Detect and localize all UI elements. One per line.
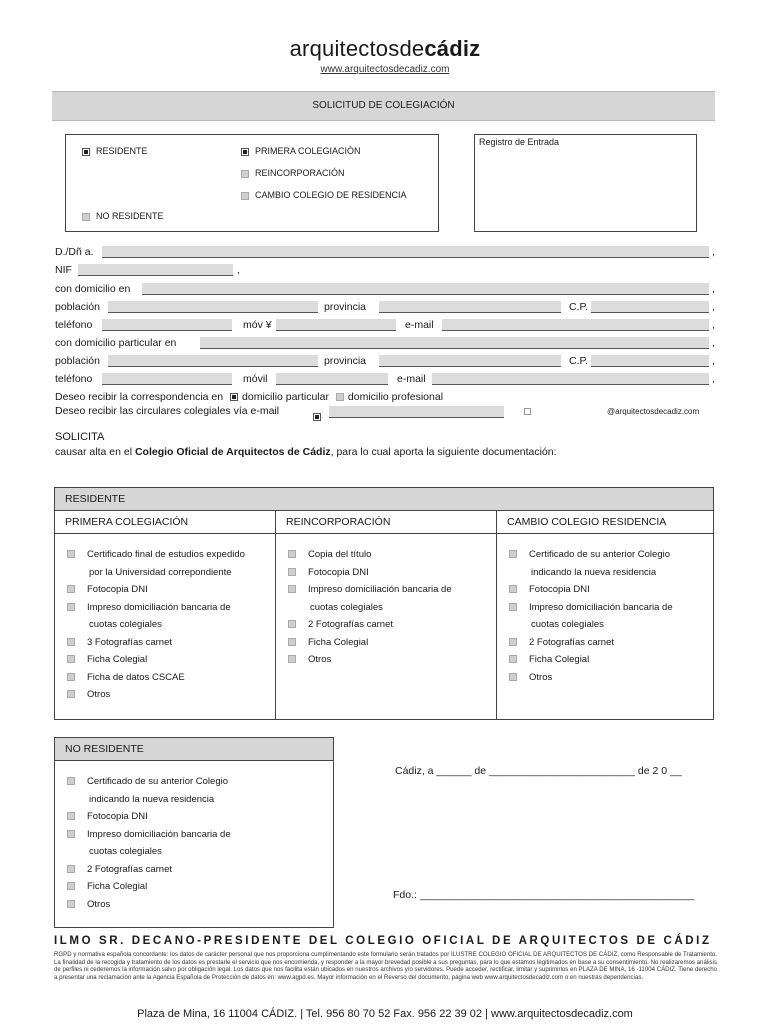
list-item[interactable]: [288, 634, 486, 652]
nif-field[interactable]: [78, 264, 233, 276]
list-item-label: cuotas colegiales: [310, 601, 383, 613]
column-header: CAMBIO COLEGIO RESIDENCIA: [497, 511, 714, 534]
cp-label: C.P.: [569, 301, 589, 313]
list-item-label: Certificado de su anterior Colegio: [529, 549, 670, 560]
list-item[interactable]: [509, 599, 703, 617]
checkbox-icon[interactable]: [288, 638, 296, 646]
checkbox-icon[interactable]: [509, 673, 517, 681]
option-label: RESIDENTE: [96, 146, 148, 156]
column-header: REINCORPORACIÓN: [276, 511, 497, 534]
solicita-bold: Colegio Oficial de Arquitectos de Cádiz: [134, 446, 331, 458]
list-item: [67, 564, 265, 582]
checkbox-icon[interactable]: [288, 550, 296, 558]
list-item[interactable]: [67, 808, 323, 826]
solicita-heading: SOLICITA: [55, 431, 105, 443]
reincorporacion-list: [276, 534, 497, 720]
footer-contact: Plaza de Mina, 16 11004 CÁDIZ. | Tel. 956 80 70 52 Fax. 956 22 39 02 | www.arquitectosdecadiz.com: [137, 1008, 633, 1020]
email-field-2[interactable]: [432, 373, 709, 385]
checkbox-icon[interactable]: [288, 585, 296, 593]
checkbox-icon[interactable]: [509, 585, 517, 593]
list-item[interactable]: [67, 896, 323, 914]
list-item[interactable]: [67, 634, 265, 652]
cp-label-2: C.P.: [569, 355, 589, 367]
list-item-label: indicando la nueva residencia: [89, 793, 215, 805]
list-item[interactable]: [67, 599, 265, 617]
list-item[interactable]: [67, 581, 265, 599]
primera-colegiacion-list: [55, 534, 276, 720]
comma: ,: [712, 319, 715, 331]
logo-prefix: arquitectos: [289, 36, 400, 61]
list-item[interactable]: [67, 669, 265, 687]
option-reincorporacion[interactable]: [241, 168, 345, 178]
poblacion-field-2[interactable]: [108, 355, 318, 367]
domicilio-particular-label: con domicilio particular en: [55, 337, 177, 349]
email-field[interactable]: [442, 319, 709, 331]
checkbox-icon[interactable]: [524, 408, 531, 415]
domicilio-field[interactable]: [142, 283, 709, 295]
dom-profesional-label: domicilio profesional: [347, 391, 444, 403]
no-residente-list: [55, 761, 334, 928]
list-item-label: Otros: [308, 654, 332, 665]
logo: [0, 36, 770, 62]
dona-label: D./Dñ a.: [55, 246, 94, 258]
option-label: CAMBIO COLEGIO DE RESIDENCIA: [255, 190, 407, 200]
checkbox-icon[interactable]: [67, 865, 75, 873]
list-item-label: Otros: [87, 898, 111, 910]
domicilio-label: con domicilio en: [55, 283, 131, 295]
list-item-label: 2 Fotografías carnet: [308, 619, 394, 630]
movil-label-2: móvil: [243, 373, 268, 385]
checkbox-icon[interactable]: [288, 655, 296, 663]
list-item-label: Fotocopia DNI: [87, 584, 148, 595]
list-item: [509, 564, 703, 582]
circulares-label: Deseo recibir las circulares colegiales vía e-mail: [55, 405, 280, 417]
list-item-label: 3 Fotografías carnet: [87, 636, 173, 648]
comma: ,: [237, 264, 240, 276]
page-title: SOLICITUD DE COLEGIACIÓN: [52, 91, 715, 121]
list-item[interactable]: [67, 861, 323, 879]
correspondencia-row: [55, 391, 443, 403]
nif-label: NIF: [55, 264, 72, 276]
list-item-label: Copia del título: [308, 549, 372, 560]
solicita-text: [55, 446, 557, 458]
list-item[interactable]: [67, 546, 265, 564]
provincia-label: provincia: [324, 301, 367, 313]
checkbox-icon[interactable]: [241, 192, 249, 200]
telefono-field[interactable]: [102, 319, 232, 331]
registro-label: Registro de Entrada: [479, 137, 560, 147]
comma: ,: [712, 246, 715, 258]
column-header: PRIMERA COLEGIACIÓN: [55, 511, 276, 534]
comma: ,: [712, 283, 715, 295]
list-item[interactable]: [288, 651, 486, 669]
poblacion-label-2: población: [55, 355, 100, 367]
list-item[interactable]: [509, 669, 703, 687]
option-residente[interactable]: [82, 146, 148, 156]
list-item-label: Impreso domiciliación bancaria de: [308, 584, 452, 595]
checkbox-icon[interactable]: [67, 638, 75, 646]
provincia-field-2[interactable]: [379, 355, 561, 367]
correspondencia-label: Deseo recibir la correspondencia en: [55, 391, 224, 403]
residente-title: RESIDENTE: [55, 488, 714, 511]
list-item[interactable]: [509, 651, 703, 669]
list-item[interactable]: [509, 581, 703, 599]
list-item-label: Certificado de su anterior Colegio: [87, 776, 228, 787]
checkbox-icon[interactable]: [288, 620, 296, 628]
list-item[interactable]: [67, 773, 323, 791]
residente-table: [54, 487, 714, 720]
telefono-label-2: teléfono: [55, 373, 93, 385]
list-item[interactable]: [67, 826, 323, 844]
checkbox-icon[interactable]: [67, 830, 75, 838]
checkbox-icon[interactable]: [67, 882, 75, 890]
list-item-label: Impreso domiciliación bancaria de: [529, 601, 673, 613]
checkbox-icon[interactable]: [67, 655, 75, 663]
dona-field[interactable]: [102, 246, 709, 258]
list-item-label: cuotas colegiales: [531, 619, 604, 630]
list-item[interactable]: [509, 634, 703, 652]
cp-field[interactable]: [591, 301, 709, 313]
comma: ,: [712, 373, 715, 385]
list-item-label: indicando la nueva residencia: [531, 566, 657, 578]
option-label: REINCORPORACIÓN: [255, 168, 345, 178]
list-item-label: cuotas colegiales: [89, 619, 162, 630]
telefono-label: teléfono: [55, 319, 93, 331]
logo-de: de: [399, 36, 425, 61]
list-item: [67, 616, 265, 634]
list-item-label: Otros: [529, 671, 553, 683]
checkbox-icon[interactable]: [67, 585, 75, 593]
solicita-pre: causar alta en el: [55, 446, 135, 458]
list-item-label: Ficha Colegial: [308, 636, 369, 648]
website-link[interactable]: www.arquitectosdecadiz.com: [320, 64, 450, 75]
checkbox-icon[interactable]: [241, 170, 249, 178]
signature-line[interactable]: Fdo.: _______________________________________________: [393, 889, 695, 901]
list-item-label: Certificado final de estudios expedido: [87, 549, 245, 560]
movil-label: móv ¥: [243, 319, 272, 331]
list-item[interactable]: [288, 581, 486, 599]
list-item: [67, 791, 323, 809]
list-item-label: por la Universidad correpondiente: [89, 566, 232, 578]
dom-particular-label: domicilio particular: [242, 391, 329, 403]
cp-field-2[interactable]: [591, 355, 709, 367]
list-item[interactable]: [67, 878, 323, 896]
provincia-field[interactable]: [379, 301, 561, 313]
checkbox-icon[interactable]: [509, 638, 517, 646]
list-item[interactable]: [509, 546, 703, 564]
option-label: PRIMERA COLEGIACIÓN: [255, 146, 361, 156]
checkbox-icon[interactable]: [509, 603, 517, 611]
list-item[interactable]: [67, 651, 265, 669]
checkbox-icon[interactable]: [509, 655, 517, 663]
list-item: [509, 616, 703, 634]
checkbox-icon[interactable]: [509, 550, 517, 558]
email-label: e-mail: [405, 319, 434, 331]
email-label-2: e-mail: [397, 373, 426, 385]
comma: ,: [712, 301, 715, 313]
logo-bold: cádiz: [424, 36, 481, 61]
poblacion-label: población: [55, 301, 100, 313]
checkbox-icon[interactable]: [336, 393, 344, 401]
addressee: ILMO SR. DECANO-PRESIDENTE DEL COLEGIO OFICIAL DE ARQUITECTOS DE CÁDIZ: [54, 935, 712, 947]
list-item-label: Impreso domiciliación bancaria de: [87, 828, 231, 840]
checkbox-icon[interactable]: [82, 148, 90, 156]
checkbox-icon[interactable]: [67, 603, 75, 611]
list-item-label: Ficha de datos CSCAE: [87, 671, 185, 683]
checkbox-icon[interactable]: [67, 777, 75, 785]
checkbox-icon[interactable]: [313, 413, 321, 421]
comma: ,: [712, 337, 715, 349]
checkbox-icon[interactable]: [230, 393, 238, 401]
poblacion-field[interactable]: [108, 301, 318, 313]
list-item-label: Ficha Colegial: [87, 881, 148, 892]
list-item: [288, 599, 486, 617]
option-cambio-colegio[interactable]: [241, 190, 407, 200]
registro-entrada-box: [474, 134, 697, 232]
list-item[interactable]: [67, 686, 265, 704]
option-primera-colegiacion[interactable]: [241, 146, 361, 156]
checkbox-icon[interactable]: [67, 550, 75, 558]
domicilio-particular-field[interactable]: [200, 337, 709, 349]
cambio-colegio-list: [497, 534, 714, 720]
list-item-label: Fotocopia DNI: [529, 584, 590, 595]
date-line[interactable]: Cádiz, a ______ de _________________________ de 2 0 __: [395, 765, 682, 777]
checkbox-icon[interactable]: [82, 213, 90, 221]
checkbox-icon[interactable]: [67, 690, 75, 698]
checkbox-icon[interactable]: [241, 148, 249, 156]
comma: ,: [712, 355, 715, 367]
list-item[interactable]: [288, 564, 486, 582]
list-item-label: Otros: [87, 689, 111, 700]
list-item[interactable]: [288, 546, 486, 564]
movil-field-2[interactable]: [276, 373, 388, 385]
application-type-box: [65, 134, 439, 232]
solicita-post: , para lo cual aporta la siguiente documentación:: [330, 446, 557, 458]
telefono-field-2[interactable]: [102, 373, 232, 385]
list-item-label: 2 Fotografías carnet: [87, 863, 173, 875]
list-item-label: Fotocopia DNI: [308, 566, 369, 578]
option-label: NO RESIDENTE: [96, 211, 164, 221]
provincia-label-2: provincia: [324, 355, 367, 367]
movil-field[interactable]: [276, 319, 396, 331]
checkbox-icon[interactable]: [67, 900, 75, 908]
no-residente-title: NO RESIDENTE: [55, 738, 334, 761]
option-no-residente[interactable]: [82, 211, 164, 221]
checkbox-icon[interactable]: [288, 568, 296, 576]
checkbox-icon[interactable]: [67, 673, 75, 681]
list-item-label: Fotocopia DNI: [87, 811, 148, 822]
list-item[interactable]: [288, 616, 486, 634]
list-item-label: Ficha Colegial: [87, 654, 148, 665]
list-item: [67, 843, 323, 861]
no-residente-table: [54, 737, 334, 928]
circulares-email-field[interactable]: [329, 406, 504, 418]
checkbox-icon[interactable]: [67, 812, 75, 820]
email-domain: @arquitectosdecadiz.com: [607, 407, 700, 416]
list-item-label: Ficha Colegial: [529, 654, 590, 665]
list-item-label: 2 Fotografías carnet: [529, 636, 615, 648]
list-item-label: cuotas colegiales: [89, 846, 162, 857]
list-item-label: Impreso domiciliación bancaria de: [87, 601, 231, 613]
legal-notice: RGPD y normativa española concordante: los datos de carácter personal que nos proporciona cumplimentando este formulario serán tratados por ILUSTRE COLEGIO OFICIAL DE ARQUITECTOS DE CÁDIZ, como Responsable de Tratamiento. La finalidad de la recogida y tratamiento de los datos es prestarle el servicio que nos encomienda, y responder a la mayor brevedad posible a sus preguntas, para lo que estamos legitimados en base a su consentimiento. No realizaremos análisis de perfiles ni cederemos la información salvo por obligación legal. Los datos que nos facilita están ubicados en nuestros archivos y/o servidores. Puede acceder, rectificar, limitar y suprimirlos en PLAZA DE MINA, 16 -11004 CÁDIZ. Tiene derecho a presentar una reclamación ante la Agencia Española de Protección de datos en: www.agpd.es. Mayor información en el Reverso del documento, página web www.arquitectosdecadiz.com o en nuestras dependencias.: [54, 951, 717, 981]
